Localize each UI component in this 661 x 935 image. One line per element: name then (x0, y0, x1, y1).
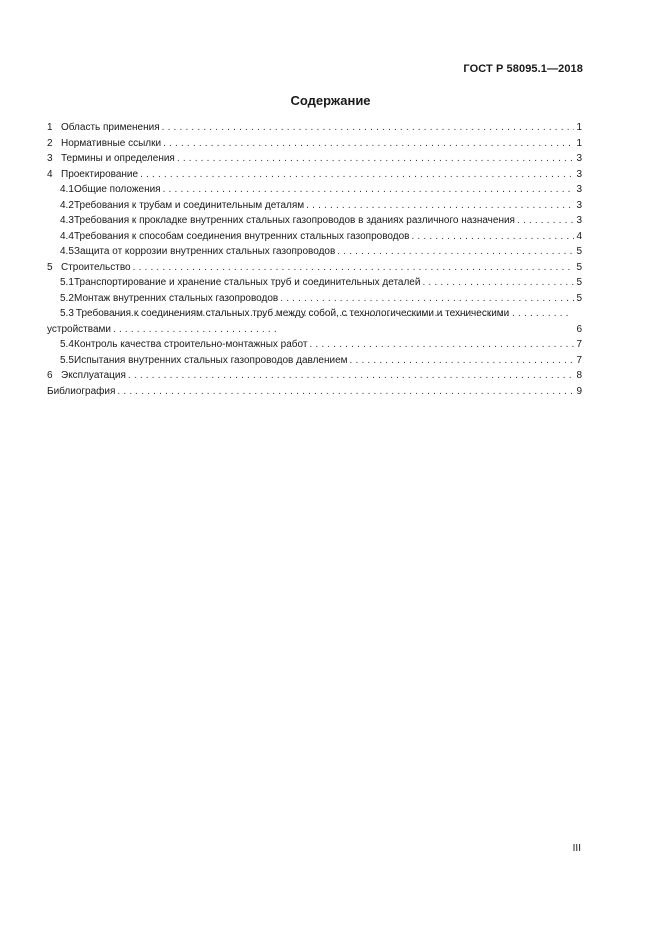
toc-entry-number: 5.4 (60, 339, 74, 350)
table-of-contents (47, 120, 582, 399)
toc-entry-title-line2: устройствами (47, 323, 111, 335)
toc-entry-number: 4.5 (60, 246, 74, 257)
toc-entry-page: 1 (576, 137, 582, 149)
toc-entry-3[interactable] (47, 151, 582, 167)
toc-entry-title: Требования к трубам и соединительным деталям (74, 199, 305, 211)
toc-leader-dots (128, 368, 575, 384)
toc-leader-dots (411, 229, 574, 245)
toc-entry-page: 7 (576, 339, 582, 350)
toc-entry-title: Монтаж внутренних стальных газопроводов (74, 292, 279, 304)
toc-entry-title: Общие положения (74, 184, 161, 195)
toc-entry-number: 5.2 (60, 292, 74, 304)
toc-leader-dots (422, 275, 574, 291)
toc-entry-number: 3 (47, 153, 53, 164)
toc-entry-page: 1 (576, 122, 582, 133)
toc-leader-dots (306, 198, 574, 214)
page-number: III (572, 843, 581, 854)
toc-entry-number: 5.1 (60, 277, 74, 288)
toc-entry-5-4[interactable] (47, 337, 582, 353)
toc-entry-title: Испытания внутренних стальных газопроводов давлением (74, 354, 348, 366)
toc-entry-1[interactable] (47, 120, 582, 136)
toc-entry-page: 8 (576, 370, 582, 381)
toc-entry-5-5[interactable] (47, 353, 582, 369)
toc-entry-5[interactable] (47, 260, 582, 276)
toc-entry-page: 5 (576, 246, 582, 257)
toc-entry-4-4[interactable] (47, 229, 582, 245)
toc-entry-title: Эксплуатация (61, 370, 126, 381)
toc-leader-dots (350, 353, 575, 369)
toc-entry-page: 5 (576, 292, 582, 304)
toc-entry-page: 5 (576, 261, 582, 273)
toc-entry-number: 5 (47, 261, 53, 273)
toc-entry-page: 3 (576, 153, 582, 164)
toc-entry-title: Контроль качества строительно-монтажных работ (74, 339, 308, 350)
toc-entry-page: 9 (576, 385, 582, 397)
toc-entry-page: 3 (576, 199, 582, 211)
toc-entry-number: 4.3 (60, 215, 74, 226)
toc-entry-page: 7 (576, 354, 582, 366)
toc-entry-4-2[interactable] (47, 198, 582, 214)
toc-entry-page: 6 (576, 323, 582, 335)
toc-entry-number: 5.3 (60, 308, 74, 319)
toc-title: Содержание (290, 93, 371, 108)
toc-entry-title: Библиография (47, 385, 116, 397)
toc-leader-dots (133, 260, 575, 276)
toc-entry-number: 5.5 (60, 354, 74, 366)
toc-entry-2[interactable] (47, 136, 582, 152)
toc-leader-dots (140, 167, 574, 183)
toc-entry-title: Термины и определения (61, 153, 175, 164)
toc-entry-page: 3 (576, 215, 582, 226)
toc-entry-number: 4.1 (60, 184, 74, 195)
toc-leader-dots (309, 337, 574, 353)
document-code: ГОСТ Р 58095.1—2018 (463, 63, 583, 75)
toc-entry-title: Проектирование (61, 168, 139, 180)
toc-entry-page: 3 (576, 168, 582, 180)
toc-entry-title: Нормативные ссылки (61, 137, 162, 149)
toc-entry-page: 3 (576, 184, 582, 195)
toc-leader-dots (163, 136, 574, 152)
toc-entry-number: 4 (47, 168, 53, 180)
toc-entry-5-3[interactable] (47, 306, 582, 337)
toc-entry-6[interactable] (47, 368, 582, 384)
toc-entry-title: Защита от коррозии внутренних стальных газопроводов (74, 246, 336, 257)
toc-leader-dots (163, 182, 575, 198)
toc-leader-dots (162, 120, 575, 136)
toc-entry-number: 4.4 (60, 230, 74, 242)
toc-entry-page: 5 (576, 277, 582, 288)
toc-entry-number: 6 (47, 370, 53, 381)
toc-entry-5-2[interactable] (47, 291, 582, 307)
toc-leader-dots (113, 306, 574, 337)
toc-entry-page: 4 (576, 230, 582, 242)
toc-entry-5-1[interactable] (47, 275, 582, 291)
toc-entry-title: Строительство (61, 261, 131, 273)
toc-leader-dots (337, 244, 574, 260)
toc-entry-4-3[interactable] (47, 213, 582, 229)
toc-leader-dots (517, 213, 574, 229)
toc-entry-title: Транспортирование и хранение стальных труб и соединительных деталей (74, 277, 421, 288)
toc-leader-dots (117, 384, 574, 400)
toc-entry-title: Требования к прокладке внутренних стальных газопроводов в зданиях различного назначения (74, 215, 515, 226)
toc-entry-number: 1 (47, 122, 53, 133)
toc-entry-title: Требования к способам соединения внутренних стальных газопроводов (74, 230, 410, 242)
toc-entry-number: 2 (47, 137, 53, 149)
toc-entry-4-1[interactable] (47, 182, 582, 198)
toc-entry-4-5[interactable] (47, 244, 582, 260)
toc-leader-dots (280, 291, 574, 307)
toc-leader-dots (177, 151, 575, 167)
toc-entry-bibliography[interactable] (47, 384, 582, 400)
toc-entry-title-line1: Требования к соединениям стальных труб между собой, с технологическими и техническими (75, 308, 510, 319)
toc-entry-4[interactable] (47, 167, 582, 183)
toc-entry-number: 4.2 (60, 199, 74, 211)
toc-entry-title: Область применения (61, 122, 160, 133)
